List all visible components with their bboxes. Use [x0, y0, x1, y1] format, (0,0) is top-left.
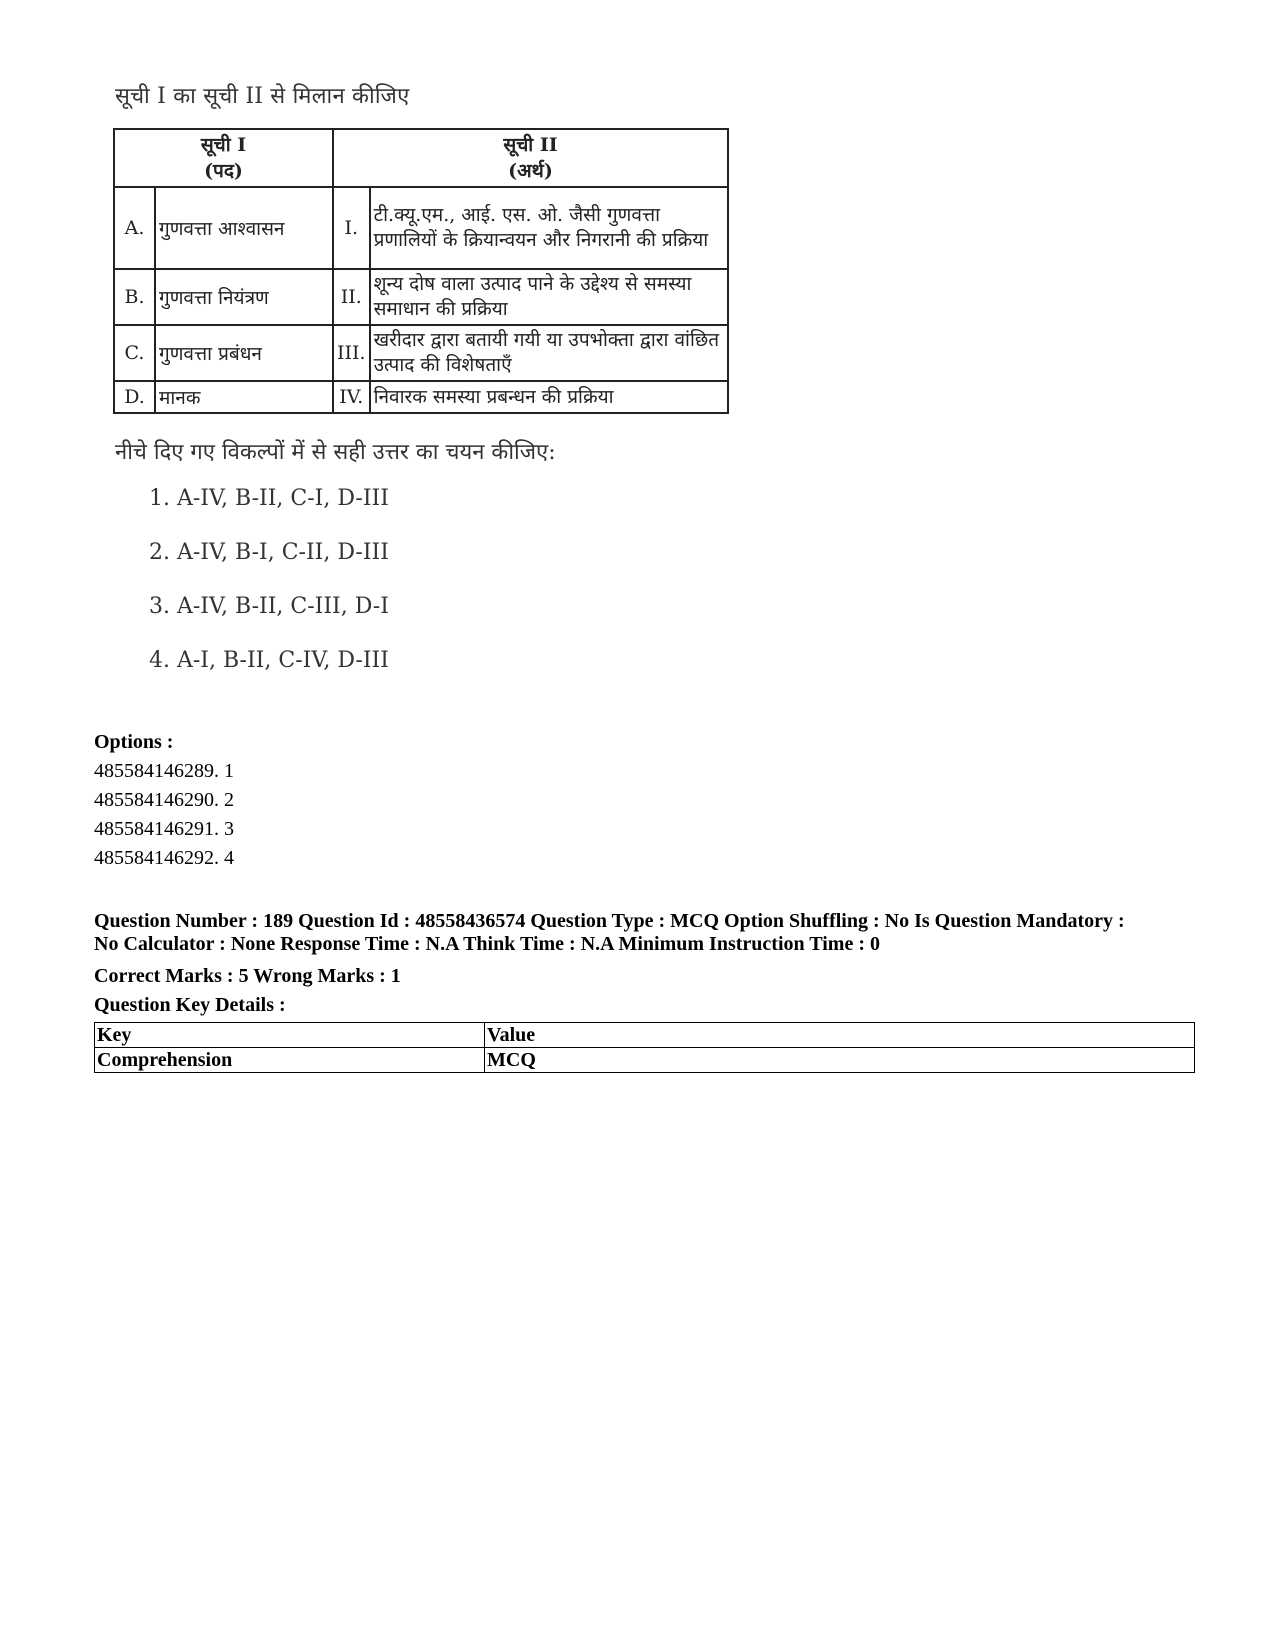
meta-line-1: Question Number : 189 Question Id : 48558436574 Question Type : MCQ Option Shuffling : No Is Question Mandatory :	[94, 910, 1125, 932]
table-row	[95, 1048, 1195, 1073]
key-details-header: Question Key Details :	[94, 994, 286, 1016]
row-term: मानक	[155, 381, 333, 413]
option-item: 485584146289. 1	[94, 760, 234, 782]
row-meaning: शून्य दोष वाला उत्पाद पाने के उद्देश्य से समस्या समाधान की प्रक्रिया	[370, 269, 728, 325]
question-instruction: नीचे दिए गए विकल्पों में से सही उत्तर का चयन कीजिए:	[115, 440, 556, 465]
list2-title: सूची II	[503, 134, 558, 156]
options-header: Options :	[94, 731, 174, 753]
choice-item: 3. A-IV, B-II, C-III, D-I	[149, 594, 389, 619]
question-meta	[94, 910, 1194, 1073]
column-header-key: Key	[95, 1023, 485, 1048]
match-row-d	[114, 381, 728, 413]
row-roman: IV.	[333, 381, 370, 413]
choice-list	[113, 484, 733, 700]
match-table-header	[114, 129, 728, 187]
meta-line-2: No Calculator : None Response Time : N.A Think Time : N.A Minimum Instruction Time : 0	[94, 933, 880, 955]
column-header-value: Value	[485, 1023, 1195, 1048]
match-row-b	[114, 269, 728, 325]
row-roman: III.	[333, 325, 370, 381]
row-term: गुणवत्ता आश्वासन	[155, 187, 333, 269]
option-item: 485584146291. 3	[94, 818, 234, 840]
match-row-a	[114, 187, 728, 269]
list1-title: सूची I	[200, 134, 247, 156]
list2-subtitle: (अर्थ)	[508, 160, 553, 182]
list1-header	[114, 129, 333, 187]
table-cell-value: MCQ	[485, 1048, 1195, 1073]
row-meaning: टी.क्यू.एम., आई. एस. ओ. जैसी गुणवत्ता प्रणालियों के क्रियान्वयन और निगरानी की प्रक्रिया	[370, 187, 728, 269]
row-term: गुणवत्ता नियंत्रण	[155, 269, 333, 325]
row-roman: II.	[333, 269, 370, 325]
row-label: B.	[114, 269, 155, 325]
option-item: 485584146292. 4	[94, 847, 234, 869]
row-label: D.	[114, 381, 155, 413]
option-item: 485584146290. 2	[94, 789, 234, 811]
choice-item: 4. A-I, B-II, C-IV, D-III	[149, 648, 389, 673]
table-header-row	[95, 1023, 1195, 1048]
row-roman: I.	[333, 187, 370, 269]
question-image	[113, 80, 733, 700]
list1-subtitle: (पद)	[204, 160, 243, 182]
match-table	[113, 128, 729, 414]
row-term: गुणवत्ता प्रबंधन	[155, 325, 333, 381]
key-details-table	[94, 1022, 1195, 1073]
options-block	[94, 728, 234, 873]
table-cell-key: Comprehension	[95, 1048, 485, 1073]
marks-line: Correct Marks : 5 Wrong Marks : 1	[94, 965, 401, 987]
row-meaning: निवारक समस्या प्रबन्धन की प्रक्रिया	[370, 381, 728, 413]
choice-item: 2. A-IV, B-I, C-II, D-III	[149, 540, 389, 565]
row-label: A.	[114, 187, 155, 269]
match-row-c	[114, 325, 728, 381]
question-intro: सूची I का सूची II से मिलान कीजिए	[115, 84, 410, 109]
row-meaning: खरीदार द्वारा बतायी गयी या उपभोक्ता द्वारा वांछित उत्पाद की विशेषताएँ	[370, 325, 728, 381]
row-label: C.	[114, 325, 155, 381]
choice-item: 1. A-IV, B-II, C-I, D-III	[149, 486, 389, 511]
list2-header	[333, 129, 728, 187]
